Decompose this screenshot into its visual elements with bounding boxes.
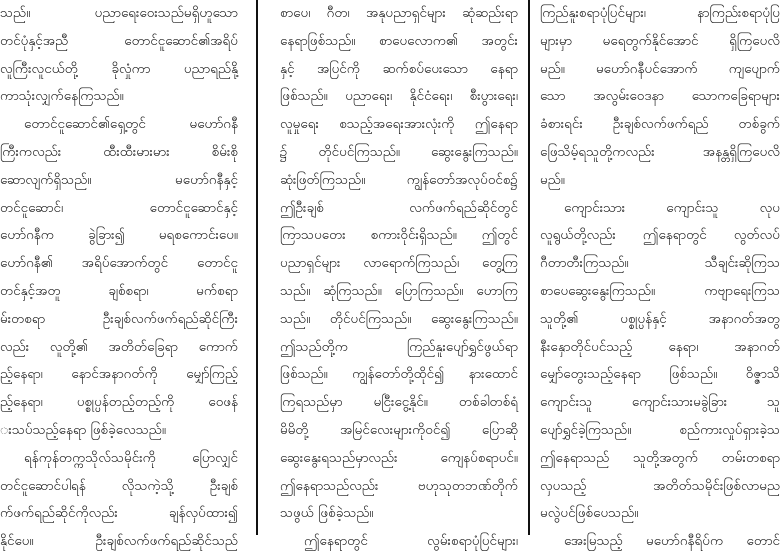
text-line: သော အလွမ်းဝေဒနာ သောကခြေရာများ <box>540 88 780 105</box>
column-divider-left <box>256 0 258 535</box>
text-line: နိုင်ပေ။ ဦးချစ်လက်ဖက်ရည်ဆိုင်သည် <box>0 533 238 550</box>
text-line: မည်။ <box>540 171 565 188</box>
text-line: မ်းတစရာ ဦးချစ်လက်ဖက်ရည်ဆိုင်ကြီး <box>0 310 238 327</box>
text-line: သည်။ ဆုံကြသည်။ ပြောကြသည်။ ဟောကြ <box>280 282 518 299</box>
text-line: ကျောင်းသူ ကျောင်းသားမခွဲခြား သူ <box>540 394 780 411</box>
text-line: ရန်ကုန်တက္ကသိုလ်သမိုင်းကို ပြောလျှင် <box>24 449 238 466</box>
text-line: ည့်နေရာ၊ ပစ္စုပ္ပန်တည့်တည့်ကို ဝေဖန် <box>0 394 238 411</box>
text-line: ခံစားရင်း ဦးချစ်လက်ဖက်ရည် တစ်ခွက် <box>540 116 780 133</box>
text-line: ဖြစ်သည်။ ပညာရေး၊ နိုင်ငံရေး၊ စီးပွားရေး၊ <box>280 88 518 105</box>
text-line: က်ဖက်ရည်ဆိုင်ကိုလည်း ချန်လှပ်ထား၍ <box>0 505 238 522</box>
text-line: သဖွယ် ဖြစ်ခဲ့သည်။ <box>280 505 374 522</box>
text-line: မည်။ မဟော်ဂနီပင်အောက် ကျပျောက် <box>540 60 780 77</box>
text-line: ကာသုံးလျှက်နေကြသည်။ <box>0 88 124 105</box>
text-line: သည်။ တိုင်ပင်ကြသည်။ ဆွေးနွေးကြသည်။ <box>280 310 518 327</box>
text-line: ဟော်ဂနီ၏ အရိပ်အောက်တွင် တောင်ငူ <box>0 255 238 272</box>
text-line: ဤနေရာတွင် လွမ်းစရာပုံပြင်များ၊ <box>304 533 518 550</box>
text-line: တင်ငူဆောင်ပါရန် လိုသကဲ့သို့ ဦးချစ် <box>0 477 238 494</box>
column-divider-right <box>528 0 530 535</box>
text-line: ကြရသည်မှာ မငြီးငွေ့နိုင်။ တစ်ခါတစ်ရံ <box>280 394 518 411</box>
text-line: ပညာရှင်များ လာရောက်ကြသည်၊ တွေ့ကြ <box>280 255 518 272</box>
text-line: ဖြေသိမ့်ရသူတို့ကလည်း အနန္တရှိကြပေလိ <box>540 143 780 160</box>
text-line: နှင့် အပြင်ကို ဆက်စပ်ပေးသော နေရာ <box>280 60 518 77</box>
text-line: ကျောင်းသား ကျောင်းသူ လုပ <box>564 199 780 216</box>
text-column-middle <box>280 0 518 550</box>
text-column-left <box>0 0 238 550</box>
text-line: ဤနေရာသည် သူတို့အတွက် တမ်းတစရာ <box>540 449 780 466</box>
text-line: ဂီတာတီးကြသည်။ သီချင်းဆိုကြသ <box>540 255 780 272</box>
text-line: စာပေ၊ ဂီတ၊ အနုပညာရှင်များ ဆုံဆည်းရာ <box>280 5 518 21</box>
text-line: လူမှုရေး စသည့်အရေးအားလုံးကို ဤနေရာ <box>280 116 518 133</box>
text-line: ဆုံးဖြတ်ကြသည်။ ကျွန်တော်အလုပ်ဝင်စ၌ <box>280 171 518 188</box>
text-line: တင်ငူဆောင်၊ တောင်ငူဆောင်နှင့် <box>0 199 238 216</box>
text-line: ကြီးကလည်း ထီးထီးမားမား စိမ်းစို <box>0 143 238 160</box>
text-line: ဤသည်တို့က ကြည်နူးပျော်ရွှင်ဖွယ်ရာ <box>280 338 518 355</box>
text-line: သည်။ ပညာရေးဝေးသည်မရှိဟူသော <box>0 5 238 21</box>
text-line: များမှာ မရေတွက်နိုင်အောင် ရှိကြပေလိ <box>540 32 780 49</box>
text-line: ကြာသပတေး စကားဝိုင်းရှိသည်။ ဤတွင် <box>280 227 518 244</box>
text-line: လည်း လူတို့၏ အတိတ်ခြေရာ ကောက် <box>0 338 238 355</box>
text-line: တင်ပုံနှင့်အညီ တောင်ငူဆောင်၏အရိပ် <box>0 32 238 49</box>
text-line: ဤဦးချစ် လက်ဖက်ရည်ဆိုင်တွင် <box>280 199 518 216</box>
text-line: မလွဲပင်ဖြစ်ပေသည်။ <box>540 505 639 522</box>
text-line: ကြည်နူးစရာပုံပြင်များ၊ နာကြည်းစရာပုံပြ <box>540 5 780 21</box>
text-line: တင်နှင့်အတူ ချစ်စရာ၊ မက်စရာ <box>0 282 238 299</box>
text-line: နီးနှောတိုင်ပင်သည့် နေရာ၊ အနာဂတ် <box>540 338 780 355</box>
text-line: ဟော်ဂနီက ခွဲခြား၍ မရစကောင်းပေ။ <box>0 227 238 244</box>
text-line: မျှော်တွေးသည့်နေရာ ဖြစ်သည်။ ဝိဇ္ဇာသိ <box>540 366 780 383</box>
text-line: ဆောလျက်ရှိသည်။ မဟော်ဂနီနှင့် <box>0 171 238 188</box>
text-line: ပျော်ရွှင်ခဲ့ကြသည်။ စည်ကားလှုပ်ရှားခဲ့သ <box>540 421 780 438</box>
text-line: ဖြစ်သည်။ ကျွန်တော်တို့ထိုင်၍ နားထောင် <box>280 366 518 383</box>
text-line: တောင်ငူဆောင်၏ရှေ့တွင် မဟော်ဂနီ <box>24 116 238 133</box>
text-line: လှပသည့် အတိတ်သမိုင်းဖြစ်လာမည <box>540 477 780 494</box>
text-line: ဤနေရာသည်လည်း ဗဟုသုတဘဏ်တိုက် <box>280 477 518 494</box>
text-line: ၌ တိုင်ပင်ကြသည်။ ဆွေးနွေးကြသည်။ <box>280 143 518 160</box>
text-line: နေရာဖြစ်သည်။ စာပေလောက၏ အတွင်း <box>280 32 518 49</box>
text-line: ည့်နေရာ၊ နောင်အနာဂတ်ကို မျှော်ကြည့် <box>0 366 238 383</box>
text-line: လူရွယ်တို့လည်း ဤနေရာတွင် လွတ်လပ် <box>540 227 780 244</box>
text-line: သူတို့၏ ပစ္စုပ္ပန်နှင့် အနာဂတ်အတွ <box>540 310 780 327</box>
text-line: မိမိတို့ အမြင်လေးများကိုဝင်၍ ပြောဆို <box>280 421 518 438</box>
text-line: စာပေဆွေးနွေးကြသည်။ ကဗျာရေးကြသ <box>540 282 780 299</box>
text-column-right <box>540 0 780 550</box>
text-line: အေးမြသည့် မဟော်ဂနီရိပ်က တောင် <box>564 533 780 550</box>
text-line: လူကြီးလူငယ်တို့ ခိုလှုံကာ ပညာရည်နို့ <box>0 60 238 77</box>
text-line: ဆွေးနွေးရသည်မှာလည်း ကျေနပ်စရာပင်။ <box>280 449 518 466</box>
text-line: းသပ်သည့်နေရာ ဖြစ်ခဲ့လေသည်။ <box>0 421 166 438</box>
